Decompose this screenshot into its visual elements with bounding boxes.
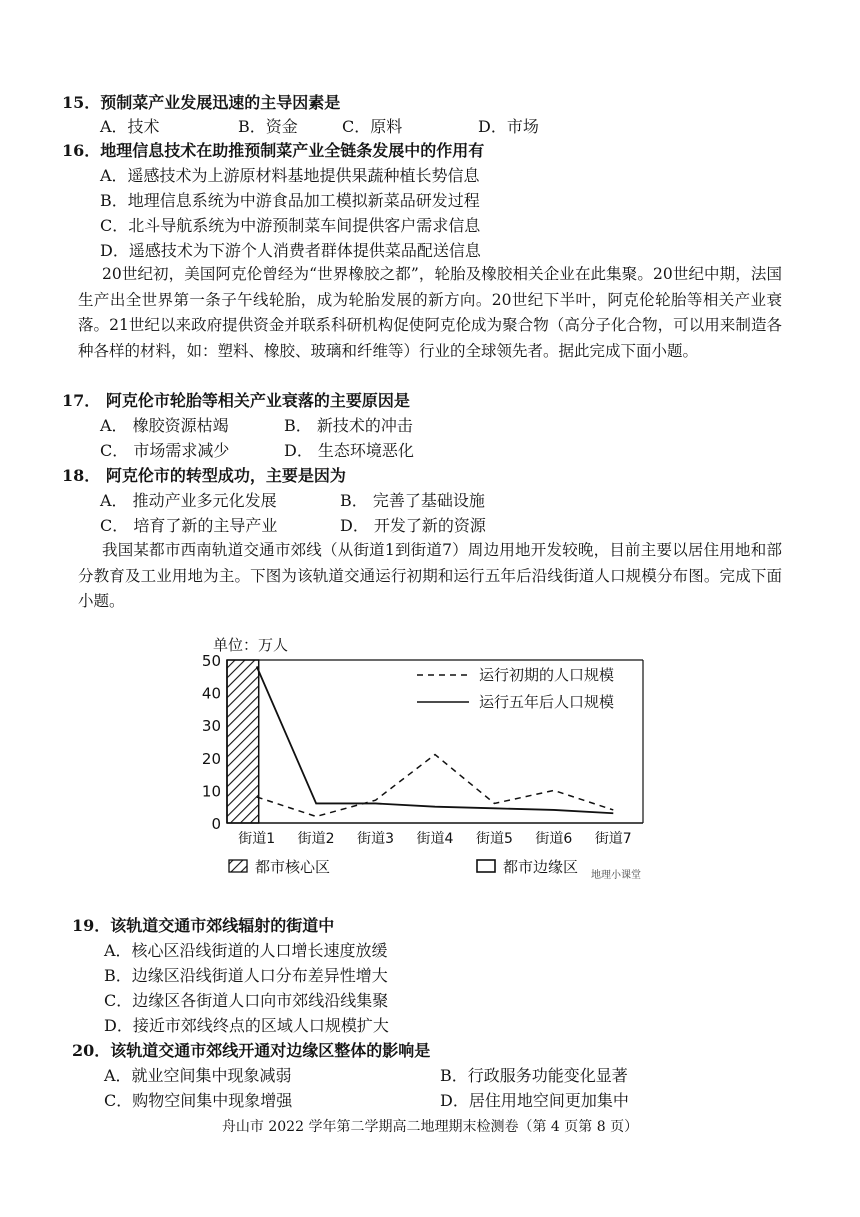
legend-core-swatch [229, 860, 247, 872]
q19-option-c: C．边缘区各街道人口向市郊线沿线集聚 [104, 991, 389, 1010]
x-tick-label: 街道3 [357, 831, 395, 847]
y-tick-label: 50 [201, 652, 221, 670]
legend-core-label: 都市核心区 [255, 858, 331, 876]
x-tick-label: 街道4 [416, 831, 454, 847]
q16-option-d: D．遥感技术为下游个人消费者群体提供菜品配送信息 [100, 241, 481, 260]
legend-edge-label: 都市边缘区 [503, 858, 579, 876]
y-tick-label: 30 [201, 717, 221, 736]
x-tick-label: 街道5 [475, 831, 513, 847]
q19-option-d: D．接近市郊线终点的区域人口规模扩大 [104, 1016, 389, 1035]
y-tick-label: 10 [201, 782, 221, 801]
y-tick-label: 40 [201, 684, 221, 703]
q20-option-b: B．行政服务功能变化显著 [440, 1066, 628, 1085]
q20-option-d: D．居住用地空间更加集中 [440, 1091, 629, 1110]
question-19-stem: 19．该轨道交通市郊线辐射的街道中 [72, 916, 335, 935]
question-18-stem: 18． 阿克伦市的转型成功，主要是因为 [62, 466, 346, 485]
q16-option-a: A．遥感技术为上游原材料基地提供果蔬种植长势信息 [100, 166, 480, 185]
q17-option-b: B． 新技术的冲击 [284, 416, 413, 435]
q18-option-a: A． 推动产业多元化发展 [100, 491, 277, 510]
core-area-hatch [227, 660, 259, 823]
x-tick-label: 街道1 [238, 831, 276, 847]
page-footer: 舟山市 2022 学年第二学期高二地理期末检测卷（第 4 页第 8 页） [221, 1119, 639, 1135]
q15-option-d: D．市场 [478, 117, 539, 136]
question-15-stem: 15．预制菜产业发展迅速的主导因素是 [62, 93, 341, 112]
q17-option-d: D． 生态环境恶化 [284, 441, 414, 460]
x-tick-label: 街道7 [594, 831, 632, 847]
y-tick-label: 0 [211, 815, 221, 833]
watermark-text: 地理小课堂 [591, 870, 641, 881]
legend-label-initial: 运行初期的人口规模 [479, 666, 615, 684]
q19-option-a: A．核心区沿线街道的人口增长速度放缓 [104, 941, 388, 960]
passage-akron: 20世纪初，美国阿克伦曾经为“世界橡胶之都”，轮胎及橡胶相关企业在此集聚。20世纪中期，法国生产出全世界第一条子午线轮胎，成为轮胎发展的新方向。20世纪下半叶，阿克伦轮胎等相关产业衰落。21世纪以来政府提供资金并联系科研机构促使阿克伦成为聚合物（高分子化合物，可以用来制造各种各样的材料，如：塑料、橡胶、玻璃和纤维等）行业的全球领先者。据此完成下面小题。 [78, 265, 782, 361]
passage-rail-transit: 我国某都市西南轨道交通市郊线（从街道1到街道7）周边用地开发较晚，目前主要以居住用地和部分教育及工业用地为主。下图为该轨道交通运行初期和运行五年后沿线街道人口规模分布图。完成下面小题。 [78, 541, 782, 611]
x-tick-label: 街道2 [297, 831, 335, 847]
population-line-chart [195, 630, 675, 885]
q18-option-b: B． 完善了基础设施 [340, 491, 485, 510]
q15-option-c: C．原料 [342, 117, 403, 136]
y-tick-label: 20 [201, 749, 221, 768]
q18-option-d: D． 开发了新的资源 [340, 516, 486, 535]
q15-option-a: A．技术 [100, 117, 160, 136]
q20-option-c: C．购物空间集中现象增强 [104, 1091, 293, 1110]
q16-option-b: B．地理信息系统为中游食品加工模拟新菜品研发过程 [100, 191, 480, 210]
question-17-stem: 17． 阿克伦市轮胎等相关产业衰落的主要原因是 [62, 391, 410, 410]
legend-edge-swatch [477, 860, 495, 872]
question-16-stem: 16．地理信息技术在助推预制菜产业全链条发展中的作用有 [62, 141, 485, 160]
q18-option-c: C． 培育了新的主导产业 [100, 516, 278, 535]
q15-option-b: B．资金 [238, 117, 298, 136]
q20-option-a: A．就业空间集中现象减弱 [104, 1066, 292, 1085]
q17-option-c: C． 市场需求减少 [100, 441, 230, 460]
q17-option-a: A． 橡胶资源枯竭 [100, 416, 229, 435]
q16-option-c: C．北斗导航系统为中游预制菜车间提供客户需求信息 [100, 216, 481, 235]
question-20-stem: 20．该轨道交通市郊线开通对边缘区整体的影响是 [72, 1041, 431, 1060]
legend-label-five-years: 运行五年后人口规模 [479, 693, 615, 711]
q19-option-b: B．边缘区沿线街道人口分布差异性增大 [104, 966, 388, 985]
x-tick-label: 街道6 [535, 831, 573, 847]
series-five-years-line [257, 667, 614, 814]
chart-unit-label: 单位：万人 [213, 636, 289, 654]
